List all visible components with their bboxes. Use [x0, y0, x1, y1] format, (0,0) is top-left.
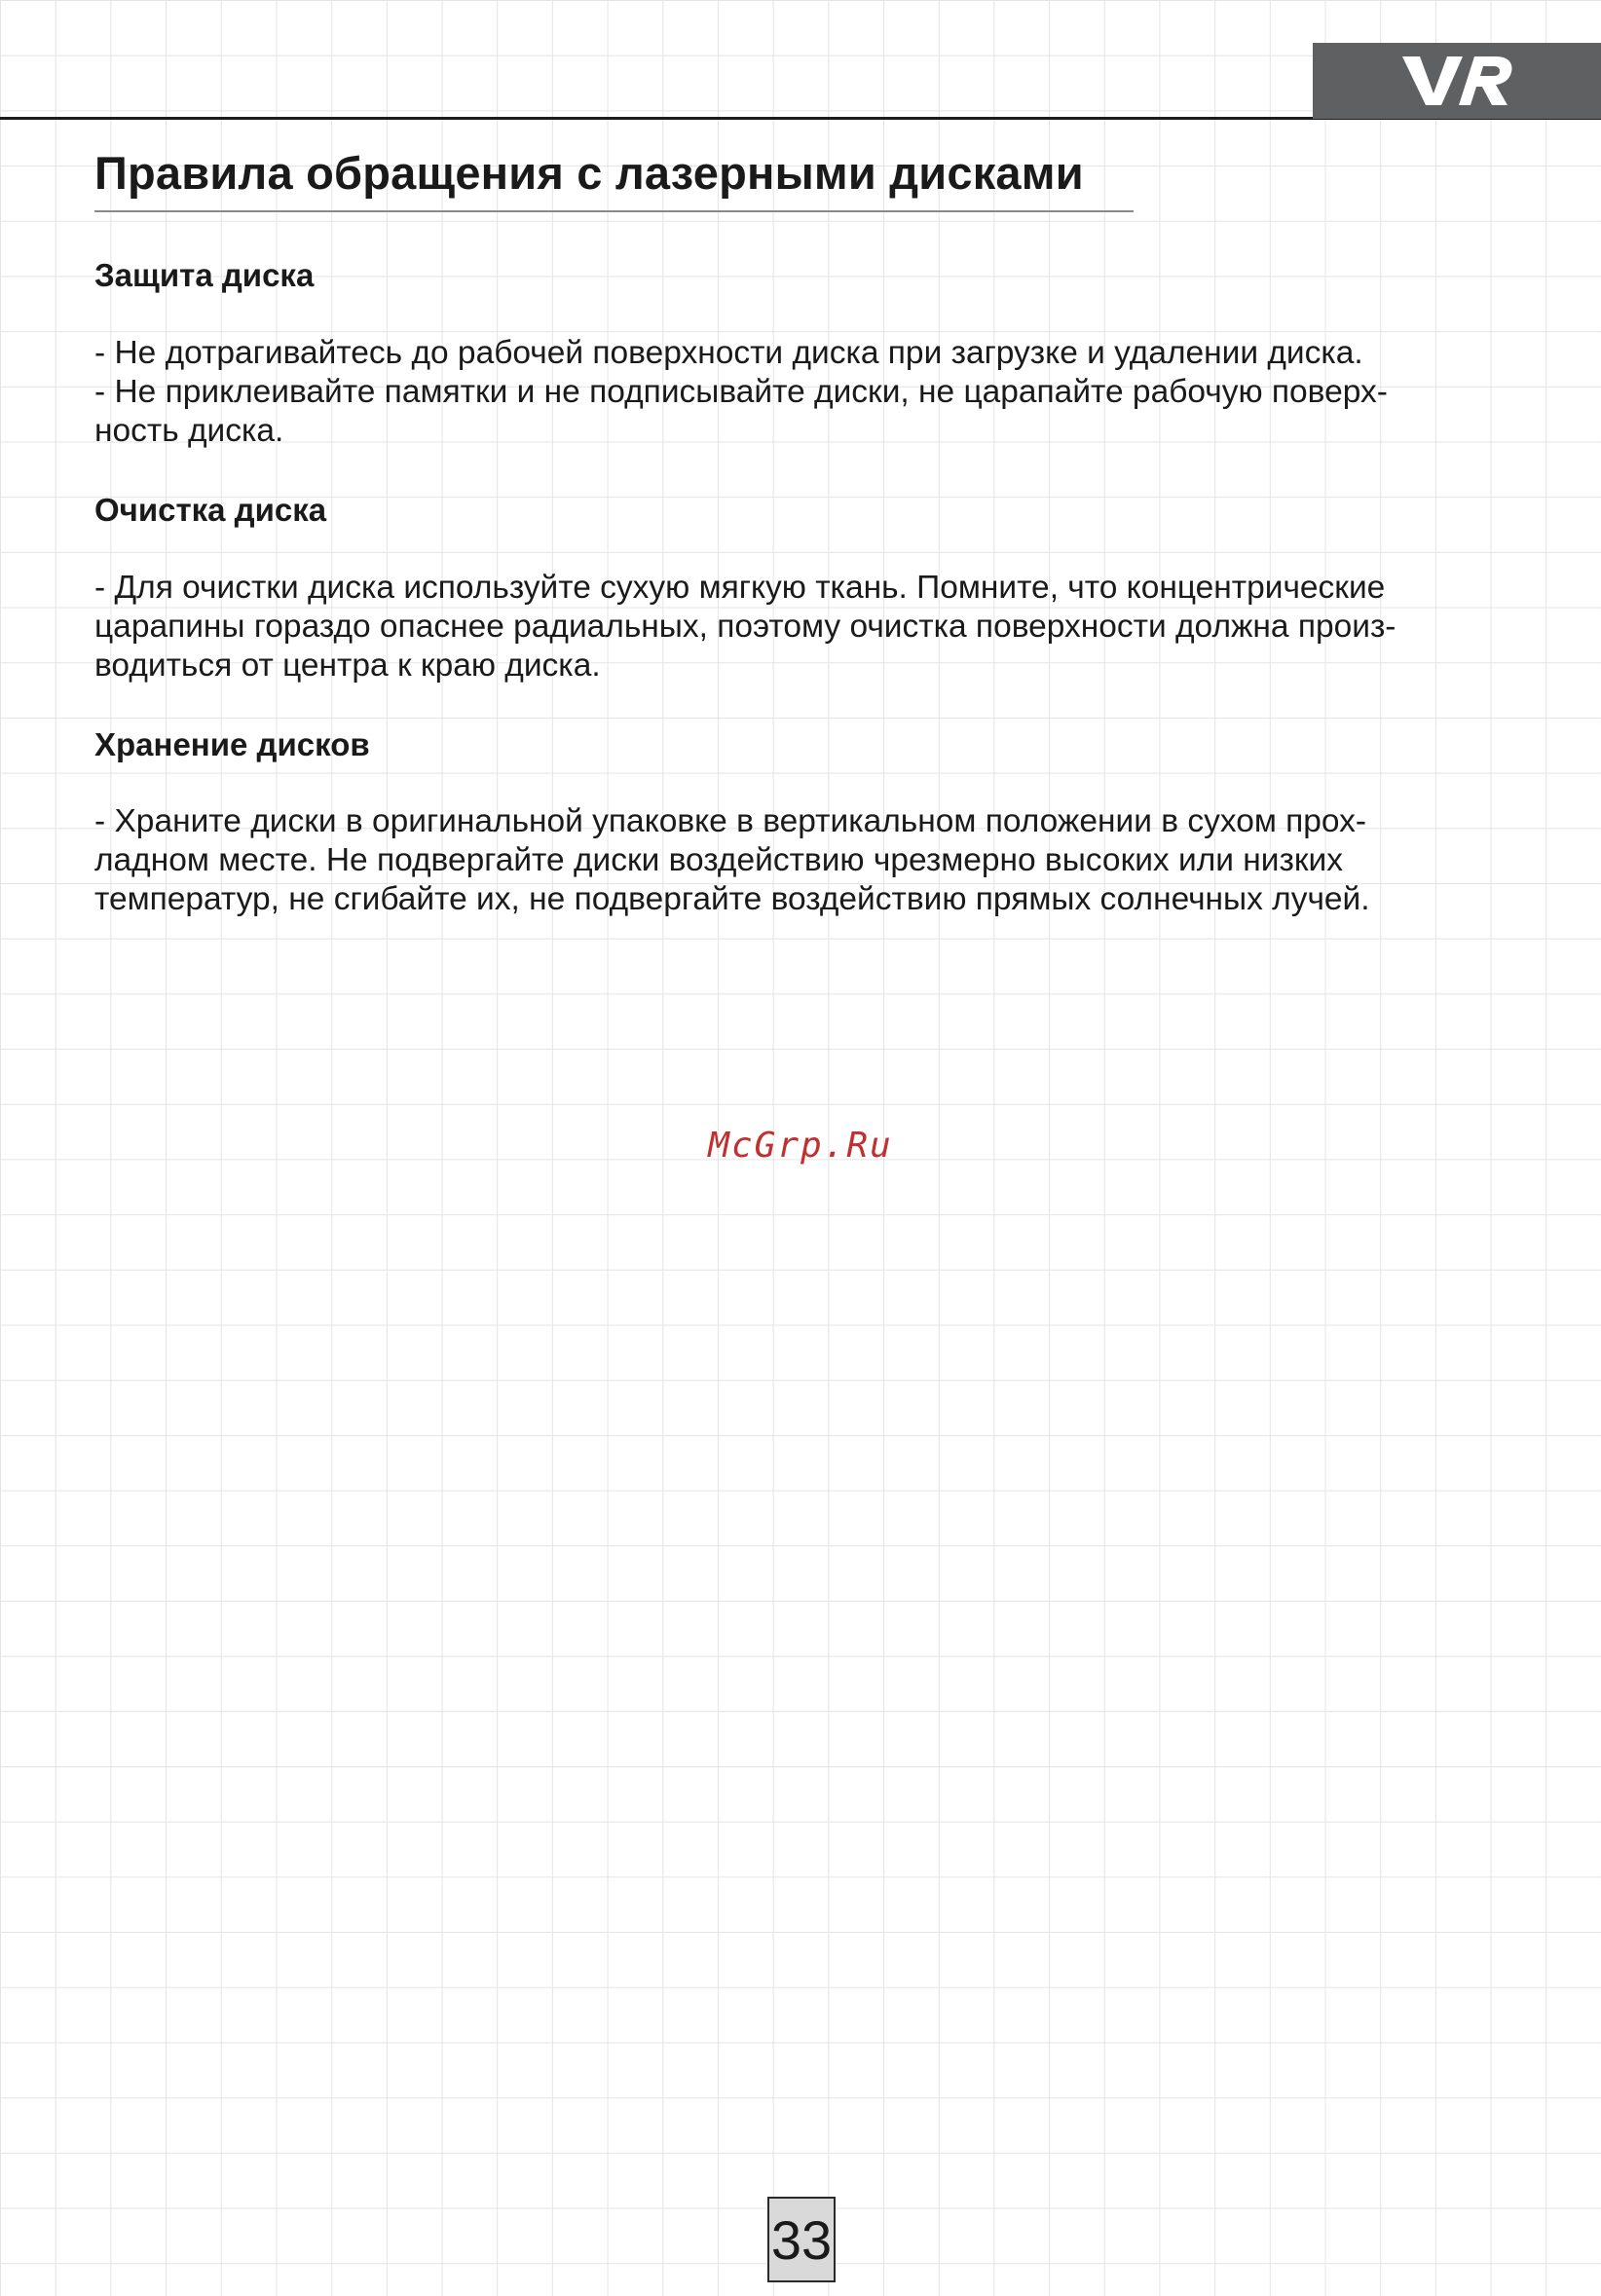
section-heading-disc-cleaning: Очистка диска [94, 492, 327, 528]
page-number: 33 [767, 2197, 836, 2282]
text-line: - Не дотрагивайтесь до рабочей поверхности диска при загрузке и удалении диска. [94, 335, 1363, 371]
brand-logo [1313, 43, 1601, 119]
section-heading-disc-storage: Хранение дисков [94, 726, 370, 762]
section-body-disc-protection [94, 334, 1388, 451]
vr-logo-icon [1398, 51, 1515, 111]
section-heading-disc-protection: Защита диска [94, 257, 315, 293]
page-title: Правила обращения с лазерными дисками [94, 147, 1084, 199]
text-line: - Не приклеивайте памятки и не подписывайте диски, не царапайте рабочую поверх- [94, 374, 1388, 410]
text-line: - Храните диски в оригинальной упаковке в вертикальном положении в сухом прох- [94, 803, 1367, 839]
title-underline [94, 210, 1134, 212]
section-body-disc-cleaning [94, 569, 1396, 685]
watermark: McGrp.Ru [708, 1126, 893, 1166]
text-line: ность диска. [94, 413, 284, 449]
section-body-disc-storage [94, 802, 1370, 919]
text-line: - Для очистки диска используйте сухую мягкую ткань. Помните, что концентрические [94, 570, 1386, 606]
text-line: температур, не сгибайте их, не подвергайте воздействию прямых солнечных лучей. [94, 881, 1370, 917]
text-line: ладном месте. Не подвергайте диски воздействию чрезмерно высоких или низких [94, 842, 1343, 878]
text-line: царапины гораздо опаснее радиальных, поэтому очистка поверхности должна произ- [94, 609, 1396, 645]
text-line: водиться от центра к краю диска. [94, 648, 601, 684]
